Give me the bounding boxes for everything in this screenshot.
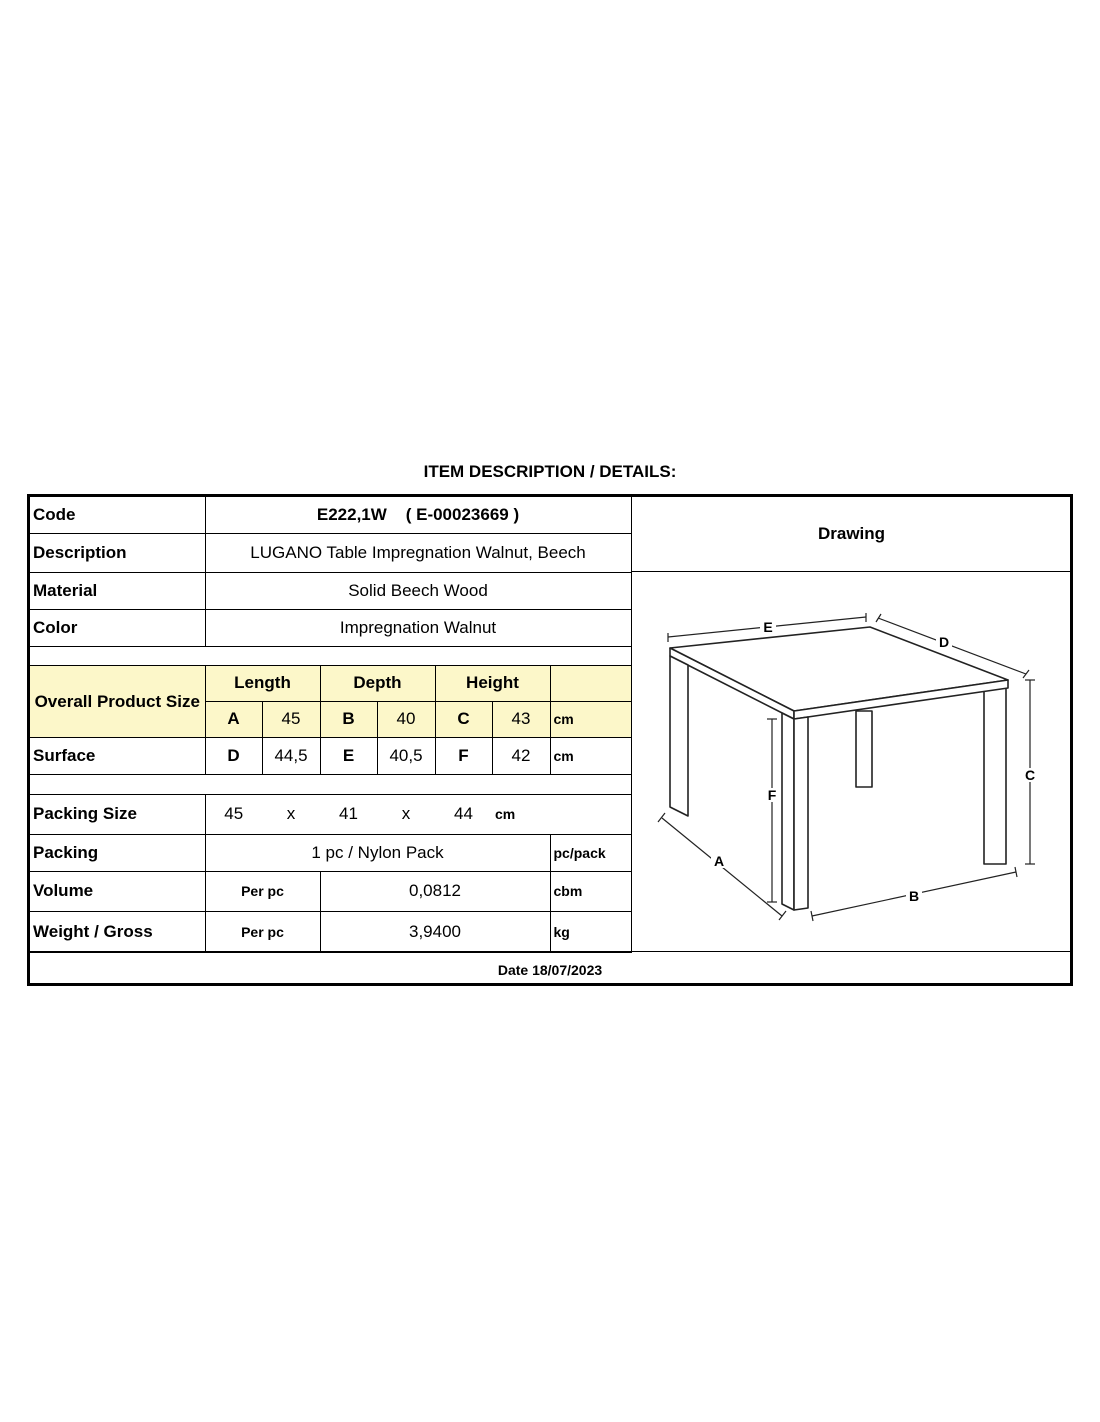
spec-sheet (27, 494, 1073, 986)
dimension-header-row (30, 665, 631, 701)
dim-a-label: A (205, 701, 262, 737)
dim-b-value: 40 (377, 701, 435, 737)
packing-size-blank (550, 794, 631, 834)
dim-label-a: A (713, 853, 725, 869)
dim-f-value: 42 (492, 737, 550, 774)
packing-unit: pc/pack (550, 834, 631, 871)
dim-a-value: 45 (262, 701, 320, 737)
dim-label-d: D (938, 634, 950, 650)
description-row (30, 533, 631, 572)
material-label: Material (30, 572, 205, 609)
dim-e-label: E (320, 737, 377, 774)
packing-size-height: 44 (435, 794, 492, 834)
description-value: LUGANO Table Impregnation Walnut, Beech (205, 533, 631, 572)
code-value-cell (205, 497, 631, 533)
surface-label: Surface (30, 737, 205, 774)
tabletop-surface (670, 627, 1008, 711)
packing-value: 1 pc / Nylon Pack (205, 834, 550, 871)
color-value: Impregnation Walnut (205, 609, 631, 646)
material-value: Solid Beech Wood (205, 572, 631, 609)
right-front-leg (984, 682, 1006, 864)
surface-unit: cm (550, 737, 631, 774)
color-label: Color (30, 609, 205, 646)
weight-per: Per pc (205, 911, 320, 952)
volume-value: 0,0812 (320, 871, 550, 911)
volume-label: Volume (30, 871, 205, 911)
packing-row (30, 834, 631, 871)
dim-c-label: C (435, 701, 492, 737)
weight-row (30, 911, 631, 952)
dim-e-value: 40,5 (377, 737, 435, 774)
front-leg (794, 717, 808, 910)
dim-d-label: D (205, 737, 262, 774)
dim-c-value: 43 (492, 701, 550, 737)
weight-unit: kg (550, 911, 631, 952)
spec-table (30, 497, 632, 953)
material-row (30, 572, 631, 609)
dim-label-b: B (908, 888, 920, 904)
color-row (30, 609, 631, 646)
dim-d-value: 44,5 (262, 737, 320, 774)
weight-value: 3,9400 (320, 911, 550, 952)
spacer-row (30, 646, 631, 665)
packing-size-row (30, 794, 631, 834)
packing-size-x2: x (377, 794, 435, 834)
overall-unit: cm (550, 701, 631, 737)
overall-size-label: Overall Product Size (30, 665, 205, 737)
height-header: Height (435, 665, 550, 701)
drawing-header: Drawing (631, 497, 1071, 572)
volume-unit: cbm (550, 871, 631, 911)
code-ref: ( E-00023669 ) (405, 504, 520, 524)
table-drawing (632, 572, 1070, 951)
packing-size-label: Packing Size (30, 794, 205, 834)
dim-f-label: F (435, 737, 492, 774)
length-header: Length (205, 665, 320, 701)
depth-header: Depth (320, 665, 435, 701)
dim-label-f: F (767, 787, 777, 803)
spacer-row-2 (30, 774, 631, 794)
back-right-leg (856, 711, 872, 787)
description-label: Description (30, 533, 205, 572)
code-value: E222,1W (316, 504, 387, 524)
code-row (30, 497, 631, 533)
date-footer: Date 18/07/2023 (30, 951, 1070, 987)
packing-size-width: 41 (320, 794, 377, 834)
drawing-area (631, 572, 1071, 951)
packing-size-length: 45 (205, 794, 262, 834)
volume-row (30, 871, 631, 911)
left-leg (670, 656, 688, 816)
packing-size-x1: x (262, 794, 320, 834)
header-blank (550, 665, 631, 701)
dim-label-c: C (1024, 767, 1036, 783)
dim-label-e: E (763, 619, 773, 635)
surface-row (30, 737, 631, 774)
volume-per: Per pc (205, 871, 320, 911)
dim-b-label: B (320, 701, 377, 737)
packing-label: Packing (30, 834, 205, 871)
weight-label: Weight / Gross (30, 911, 205, 952)
packing-size-unit: cm (492, 794, 550, 834)
front-leg-side (782, 713, 794, 910)
page-title: ITEM DESCRIPTION / DETAILS: (423, 462, 677, 481)
code-label: Code (30, 497, 205, 533)
